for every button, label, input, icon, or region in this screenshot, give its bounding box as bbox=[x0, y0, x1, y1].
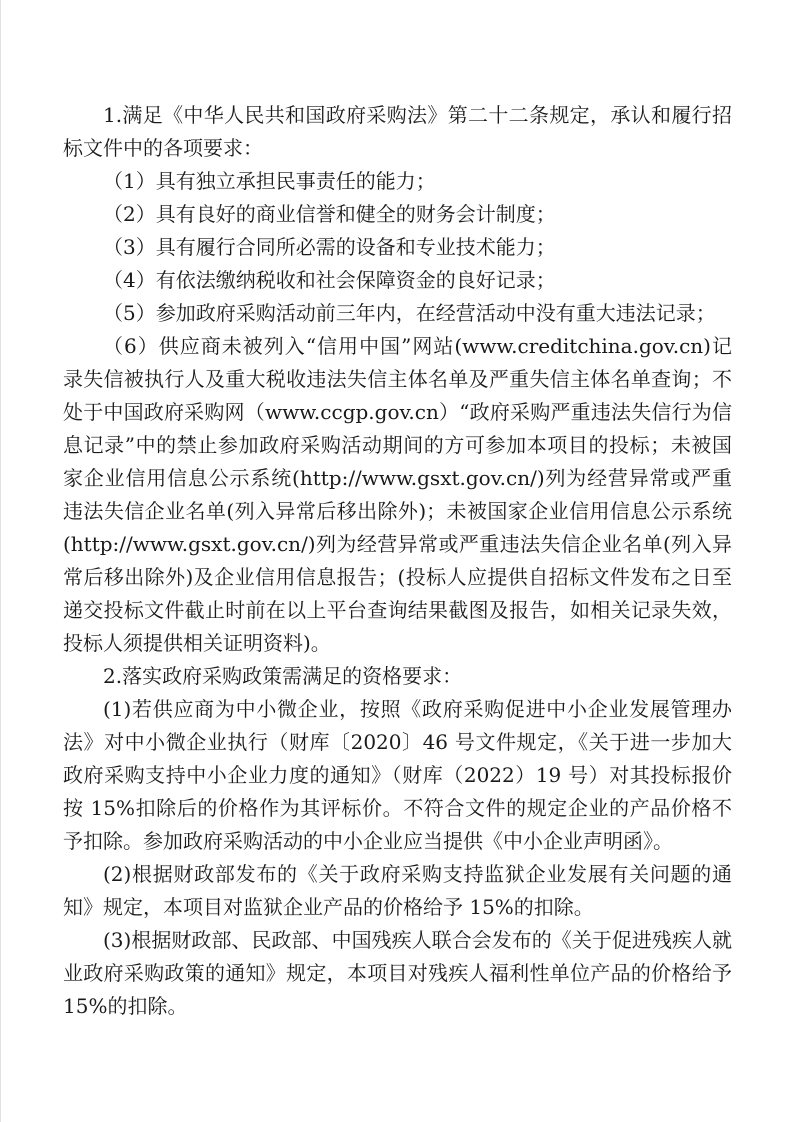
text-run: （5）参加政府采购活动前三年内，在经营活动中没有重大违法记录； bbox=[103, 301, 716, 325]
url-text: （www.ccgp.gov.cn） bbox=[244, 400, 460, 424]
clause-1-item-5 bbox=[63, 297, 732, 330]
text-run: （6）供应商未被列入“信用中国”网站 bbox=[103, 334, 455, 358]
text-run: 列为经营异常或严重违法失信企业名单(列入异常后移出除外)及企业信用信息报告；(投标人应提供自招标文件发布之日至递交投标文件截止时前在以上平台查询结果截图及报告，如相关记录失效，投标人须提供相关证明资料)。 bbox=[63, 532, 732, 655]
clause-1-item-1 bbox=[63, 165, 732, 198]
document-body bbox=[63, 99, 732, 1023]
clause-1-intro bbox=[63, 99, 732, 165]
text-run: 1.满足《中华人民共和国政府采购法》第二十二条规定，承认和履行招标文件中的各项要求： bbox=[63, 103, 732, 160]
text-run: “政府采购严重违法失信行为信息记录”中的禁止参加政府采购活动期间的方可参加本项目的投标；未被国家企业信用信息公示系统 bbox=[63, 400, 732, 490]
text-run: 2.落实政府采购政策需满足的资格要求： bbox=[103, 664, 463, 688]
text-run: （4）有依法缴纳税收和社会保障资金的良好记录； bbox=[103, 268, 556, 292]
clause-2-item-3 bbox=[63, 924, 732, 1023]
clause-2-item-2 bbox=[63, 858, 732, 924]
clause-1-item-2 bbox=[63, 198, 732, 231]
clause-1-item-3 bbox=[63, 231, 732, 264]
text-run: 记录失信被执行人及重大税收违法失信主体名单及严重失信主体名单查询；不处于中国政府采购网 bbox=[63, 334, 732, 424]
text-run: （1）具有独立承担民事责任的能力； bbox=[103, 169, 436, 193]
clause-1-item-6 bbox=[63, 330, 732, 660]
clause-2-intro bbox=[63, 660, 732, 693]
text-run: （3）具有履行合同所必需的设备和专业技术能力； bbox=[103, 235, 556, 259]
text-run: 列为经营异常或严重违法失信企业名单(列入异常后移出除外)；未被国家企业信用信息公示系统 bbox=[63, 466, 733, 523]
text-run: (3)根据财政部、民政部、中国残疾人联合会发布的《关于促进残疾人就业政府采购政策的通知》规定，本项目对残疾人福利性单位产品的价格给予 15%的扣除。 bbox=[63, 928, 732, 1018]
text-run: (2)根据财政部发布的《关于政府采购支持监狱企业发展有关问题的通知》规定，本项目对监狱企业产品的价格给予 15%的扣除。 bbox=[63, 862, 732, 919]
url-text: (http://www.gsxt.gov.cn/) bbox=[63, 532, 316, 556]
url-text: (http://www.gsxt.gov.cn/) bbox=[292, 466, 545, 490]
url-text: (www.creditchina.gov.cn) bbox=[454, 334, 711, 358]
clause-2-item-1 bbox=[63, 693, 732, 858]
clause-1-item-4 bbox=[63, 264, 732, 297]
text-run: （2）具有良好的商业信誉和健全的财务会计制度； bbox=[103, 202, 556, 226]
page-edge-line bbox=[0, 0, 1, 1122]
text-run: (1)若供应商为中小微企业，按照《政府采购促进中小企业发展管理办法》对中小微企业执行（财库〔2020〕46 号文件规定，《关于进一步加大政府采购支持中小企业力度的通知》（财库（2022）19 号）对其投标报价按 15%扣除后的价格作为其评标价。不符合文件的规定企业的产品价格不予扣除。参加政府采购活动的中小企业应当提供《中小企业声明函》。 bbox=[63, 697, 732, 853]
